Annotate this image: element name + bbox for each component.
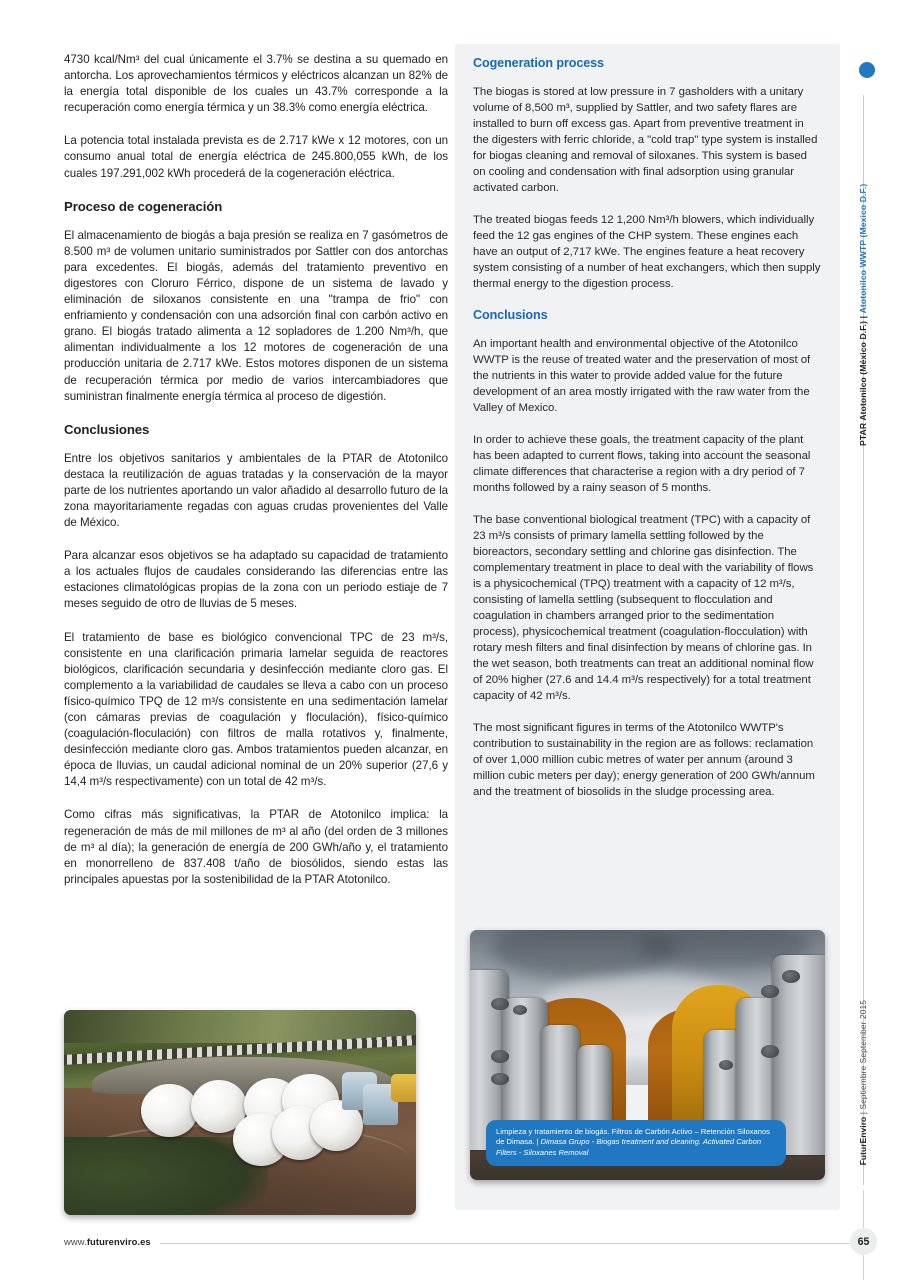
bullet-dot-icon <box>859 62 875 78</box>
vessel-flange <box>491 1073 509 1086</box>
heading-en-cogeneration: Cogeneration process <box>473 56 604 70</box>
issue-date: | Septiembre September 2015 <box>858 1000 868 1117</box>
heading-en-conclusions: Conclusions <box>473 308 548 322</box>
paragraph-es-7: Como cifras más significativas, la PTAR de Atotonilco implica: la regeneración de más de mil millones de m³ al año (del orden de 3 millones de m³ al día); la generación de energía de 200 GWh/año y, el tratamiento en monorrelleno de 837.408 t/año de biosólidos, siendo estas las principales apuestas por la sostenibilidad de la PTAR Atotonilco. <box>64 808 448 886</box>
footer-divider-rule <box>160 1243 860 1244</box>
english-article-column <box>473 56 821 816</box>
spanish-article-column <box>64 52 448 905</box>
caption-text-en: Dimasa Grupo - Biogas treatment and cleaning. Activated Carbon Filters - Siloxanes Removal <box>496 1137 762 1157</box>
paragraph-es-4: Entre los objetivos sanitarios y ambientales de la PTAR de Atotonilco destaca la reutilización de aguas tratadas y la conservación de la mayor parte de los nutrientes aportando un valor añadido al desarrollo futuro de la zona mayoritariamente regadas con aguas crudas provenientes del Valle de México. <box>64 451 448 530</box>
sidebar-running-head <box>858 86 872 446</box>
vessel-flange <box>782 970 800 983</box>
heading-es-conclusions: Conclusiones <box>64 421 150 437</box>
photo-aerial-gasholders <box>64 1010 416 1215</box>
paragraph-en-5: The base conventional biological treatment (TPC) with a capacity of 23 m³/s consists of primary lamella settling followed by the bioreactors, secondary settling and chlorine gas disinfection. The complementary treatment in place to deal with the variability of flows is a physicochemical (TPQ) treatment with a capacity of 12 m³/s, consisting of lamella settling (subsequent to flocculation and coagulation in chambers arranged prior to the sedimentation process), physicochemical treatment (coagulation-flocculation) with rotary mesh filters and final disinfection by means of chlorine gas. In the wet season, both treatments can treat an additional nominal flow of 20% higher (27.6 and 14.4 m³/s respectively) for a total treatment capacity of 42 m³/s. <box>473 514 814 702</box>
paragraph-en-6: The most significant figures in terms of the Atotonilco WWTP's contribution to sustainability in the region are as follows: reclamation of over 1,000 million cubic metres of water per annum (around 3 million cubic meters per day); energy generation of 200 GWh/annum and the treatment of biosolids in the sludge processing area. <box>473 722 815 798</box>
running-head-es: PTAR Atotonilco (México D.F.) <box>858 320 868 446</box>
page-number-badge: 65 <box>850 1228 877 1255</box>
vessel-flange <box>761 985 779 998</box>
running-head-separator: | <box>858 313 868 321</box>
paragraph-en-2: The treated biogas feeds 12 1,200 Nm³/h blowers, which individually feed the 12 gas engines of the CHP system. These engines each have an output of 2,717 kWe. The engines feature a heat recovery system consisting of a number of heat exchangers, which then supply thermal energy to the digestion process. <box>473 214 821 290</box>
paragraph-es-5: Para alcanzar esos objetivos se ha adaptado su capacidad de tratamiento a los actuales flujos de caudales considerando las diferencias entre las estaciones climatológicas propias de la zona con un periodo estiaje de 7 meses seguido de otro de lluvias de 5 meses. <box>64 549 448 611</box>
photo-carbon-filters <box>470 930 825 1180</box>
vessel-flange <box>513 1005 527 1015</box>
vessel-flange <box>491 998 509 1011</box>
url-brand: futurenviro <box>86 1236 138 1247</box>
aerial-yellow-tank <box>391 1074 416 1103</box>
paragraph-es-3: El almacenamiento de biogás a baja presión se realiza en 7 gasómetros de 8.500 m³ de volumen unitario suministrados por Sattler con dos antorchas para excedentes. El biogás, además del tratamiento preventivo en digestores con Cloruro Férrico, dispone de un sistema de lavado y eliminación de siloxanos consistente en una "trampa de frio" con enfriamiento y condensación con una adsorción final con carbón activo en grano. El biogás tratado alimenta a 12 sopladores de 1.200 Nm³/h, que alimentan individualmente a los 12 motores de cogeneración de una producción unitaria de 2.717 kWe. Estos motores disponen de un sistema de recuperación térmica por medio de varios intercambiadores que suministran finalmente energía térmica al proceso de digestión. <box>64 228 448 403</box>
caption-text-es: Limpieza y tratamiento de biogás. Filtros de Carbón Activo – Retención Siloxanos de Dimasa. <box>496 1126 770 1147</box>
vessel-flange <box>491 1050 509 1063</box>
gasholder-dome <box>141 1084 197 1137</box>
footer-website-url[interactable] <box>64 1236 151 1247</box>
paragraph-es-2: La potencia total instalada prevista es de 2.717 kWe x 12 motores, con un consumo anual total de energía eléctrica de 245.800,055 kWh, de los cuales 197.291,002 kWh procederá de la cogeneración eléctrica. <box>64 134 448 180</box>
photo-caption <box>486 1120 786 1166</box>
url-suffix: .es <box>137 1236 151 1247</box>
paragraph-en-4: In order to achieve these goals, the treatment capacity of the plant has been adapted to current flows, taking into account the seasonal climate differences that characterise a region with a dry period of 7 months followed by a rainy season of 5 months. <box>473 434 811 494</box>
running-head-en: Atotonilco WWTP (Mexico D.F.) <box>858 183 868 314</box>
heading-es-cogeneration: Proceso de cogeneración <box>64 198 223 214</box>
vessel-flange <box>761 1045 779 1058</box>
paragraph-es-1: 4730 kcal/Nm³ del cual únicamente el 3.7% se destina a su quemado en antorcha. Los aprovechamientos térmicos y eléctricos alcanzan un 82% de la energía total disponible de los cuales un 43.7% corresponde a la recuperación como energía térmica y un 38.3% como energía eléctrica. <box>64 53 448 115</box>
aerial-image-canvas <box>64 1010 416 1215</box>
paragraph-en-1: The biogas is stored at low pressure in 7 gasholders with a unitary volume of 8,500 m³, supplied by Sattler, and two safety flares are installed to burn off excess gas. Apart from preventive treatment in the digesters with ferric chloride, a "cold trap" type system is installed for biogas cleaning and removal of siloxanes. This system is based on cooling and condensation with final adsorption using granular activated carbon. <box>473 86 818 194</box>
url-prefix: www. <box>64 1236 87 1247</box>
paragraph-en-3: An important health and environmental objective of the Atotonilco WWTP is the reuse of treated water and the preservation of most of the nutrients in this water to provide added value for the future development of an area mostly irrigated with the raw water from the Valley of Mexico. <box>473 338 811 414</box>
magazine-name: FuturEnviro <box>858 1116 868 1166</box>
caption-separator: | <box>534 1137 541 1147</box>
paragraph-es-6: El tratamiento de base es biológico convencional TPC de 23 m³/s, consistente en una clarificación primaria lamelar seguida de reactores biológicos, clarificación secundaria y desinfección mediante cloro gas. El complemento a la variabilidad de caudales se lleva a cabo con un proceso físico-químico TPQ de 12 m³/s consistente en una sedimentación lamelar (con cámaras previas de coagulación y floculación), físico-químico (coagulación-floculación) con filtros de malla rotativos y, finalmente, desinfección mediante cloro gas. Ambos tratamientos pueden alcanzar, en época de lluvias, un caudal adicional nominal de un 20% superior (27,6 y 14,4 m³/s respectivamente) con un total de 42 m³/s. <box>64 630 448 789</box>
sidebar-issue-info <box>858 1000 868 1165</box>
vessel-flange <box>719 1060 733 1070</box>
